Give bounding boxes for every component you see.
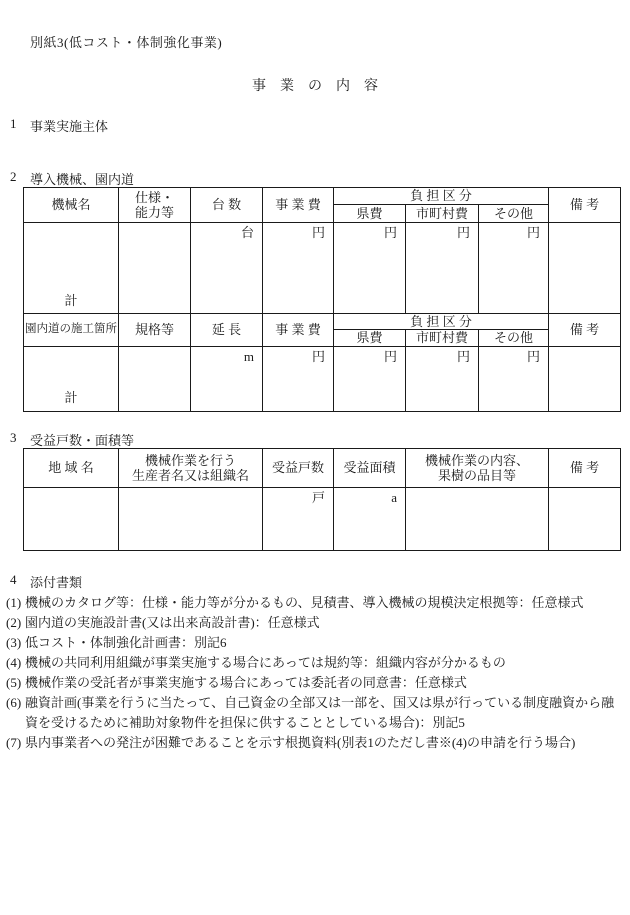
other-cost-header: その他 <box>479 205 549 223</box>
road-project-cost-header: 事 業 費 <box>263 314 334 347</box>
road-length-unit: m <box>191 346 263 411</box>
attachment-item-7: (7) 県内事業者への発注が困難であることを示す根拠資料(別表1のただし書※(4)の申請を行う場合) <box>6 735 576 750</box>
households-unit: 戸 <box>263 488 334 551</box>
section-3-number: 3 <box>10 430 17 445</box>
machine-spec-cell <box>119 223 191 314</box>
benefit-area-unit: a <box>334 488 406 551</box>
machinery-road-table <box>23 187 621 412</box>
attachment-item-4: (4) 機械の共同利用組織が事業実施する場合にあっては規約等：組織内容が分かるもの <box>6 655 506 670</box>
machine-cost-unit: 円 <box>263 223 334 314</box>
section-4-number: 4 <box>10 572 17 587</box>
road-municipal-unit: 円 <box>406 346 479 411</box>
benefit-remarks-header: 備 考 <box>549 449 621 488</box>
section-2-title: 導入機械、園内道 <box>30 172 135 187</box>
municipal-cost-header: 市町村費 <box>406 205 479 223</box>
producer-header: 機械作業を行う 生産者名又は組織名 <box>119 449 263 488</box>
section-4-heading <box>10 572 82 591</box>
road-standard-header: 規格等 <box>119 314 191 347</box>
section-1-title: 事業実施主体 <box>30 119 109 134</box>
attachment-list <box>6 593 624 753</box>
unit-count-header: 台 数 <box>191 188 263 223</box>
area-name-header: 地 域 名 <box>24 449 119 488</box>
burden-header: 負 担 区 分 <box>334 188 549 205</box>
area-name-cell <box>24 488 119 551</box>
machine-other-unit: 円 <box>479 223 549 314</box>
work-content-cell <box>406 488 549 551</box>
attachment-item-3: (3) 低コスト・体制強化計画書：別記6 <box>6 635 227 650</box>
section-1-number: 1 <box>10 116 17 131</box>
machine-municipal-unit: 円 <box>406 223 479 314</box>
road-total-label: 計 <box>24 346 119 411</box>
doc-label: 別紙3(低コスト・体制強化事業) <box>30 35 223 50</box>
work-content-header: 機械作業の内容、 果樹の品目等 <box>406 449 549 488</box>
machine-pref-unit: 円 <box>334 223 406 314</box>
section-2-heading <box>10 169 134 188</box>
attachment-item-6: (6) 融資計画(事業を行うに当たって、自己資金の全部又は一部を、国又は県が行っている制度融資から融資を受けるために補助対象物件を担保に供することとしている場合)：別記5 <box>6 695 615 730</box>
benefit-area-header: 受益面積 <box>334 449 406 488</box>
road-other-unit: 円 <box>479 346 549 411</box>
machine-total-label: 計 <box>24 223 119 314</box>
project-cost-header: 事 業 費 <box>263 188 334 223</box>
section-3-heading <box>10 430 134 449</box>
road-municipal-cost-header: 市町村費 <box>406 330 479 346</box>
benefit-remarks-cell <box>549 488 621 551</box>
attachment-item-2: (2) 園内道の実施設計書(又は出来高設計書)：任意様式 <box>6 615 320 630</box>
page-title: 事 業 の 内 容 <box>252 79 378 94</box>
section-2-number: 2 <box>10 169 17 184</box>
road-standard-cell <box>119 346 191 411</box>
spec-header: 仕様・ 能力等 <box>119 188 191 223</box>
attachment-item-5: (5) 機械作業の受託者が事業実施する場合にあっては委託者の同意書：任意様式 <box>6 675 467 690</box>
road-pref-unit: 円 <box>334 346 406 411</box>
road-pref-cost-header: 県費 <box>334 330 406 346</box>
road-other-cost-header: その他 <box>479 330 549 346</box>
road-location-header: 園内道の施工箇所 <box>24 314 119 347</box>
section-1-heading <box>10 116 108 135</box>
road-remarks-header: 備 考 <box>549 314 621 347</box>
producer-cell <box>119 488 263 551</box>
road-remarks-cell <box>549 346 621 411</box>
remarks-header: 備 考 <box>549 188 621 223</box>
pref-cost-header: 県費 <box>334 205 406 223</box>
road-cost-unit: 円 <box>263 346 334 411</box>
machine-name-header: 機械名 <box>24 188 119 223</box>
machine-count-unit: 台 <box>191 223 263 314</box>
road-length-header: 延 長 <box>191 314 263 347</box>
section-4-title: 添付書類 <box>30 575 83 590</box>
road-burden-header: 負 担 区 分 <box>334 314 549 330</box>
machine-remarks-cell <box>549 223 621 314</box>
section-3-title: 受益戸数・面積等 <box>30 433 135 448</box>
households-header: 受益戸数 <box>263 449 334 488</box>
attachment-item-1: (1) 機械のカタログ等：仕様・能力等が分かるもの、見積書、導入機械の規模決定根拠等：任意様式 <box>6 595 584 610</box>
beneficiary-table <box>23 448 621 551</box>
